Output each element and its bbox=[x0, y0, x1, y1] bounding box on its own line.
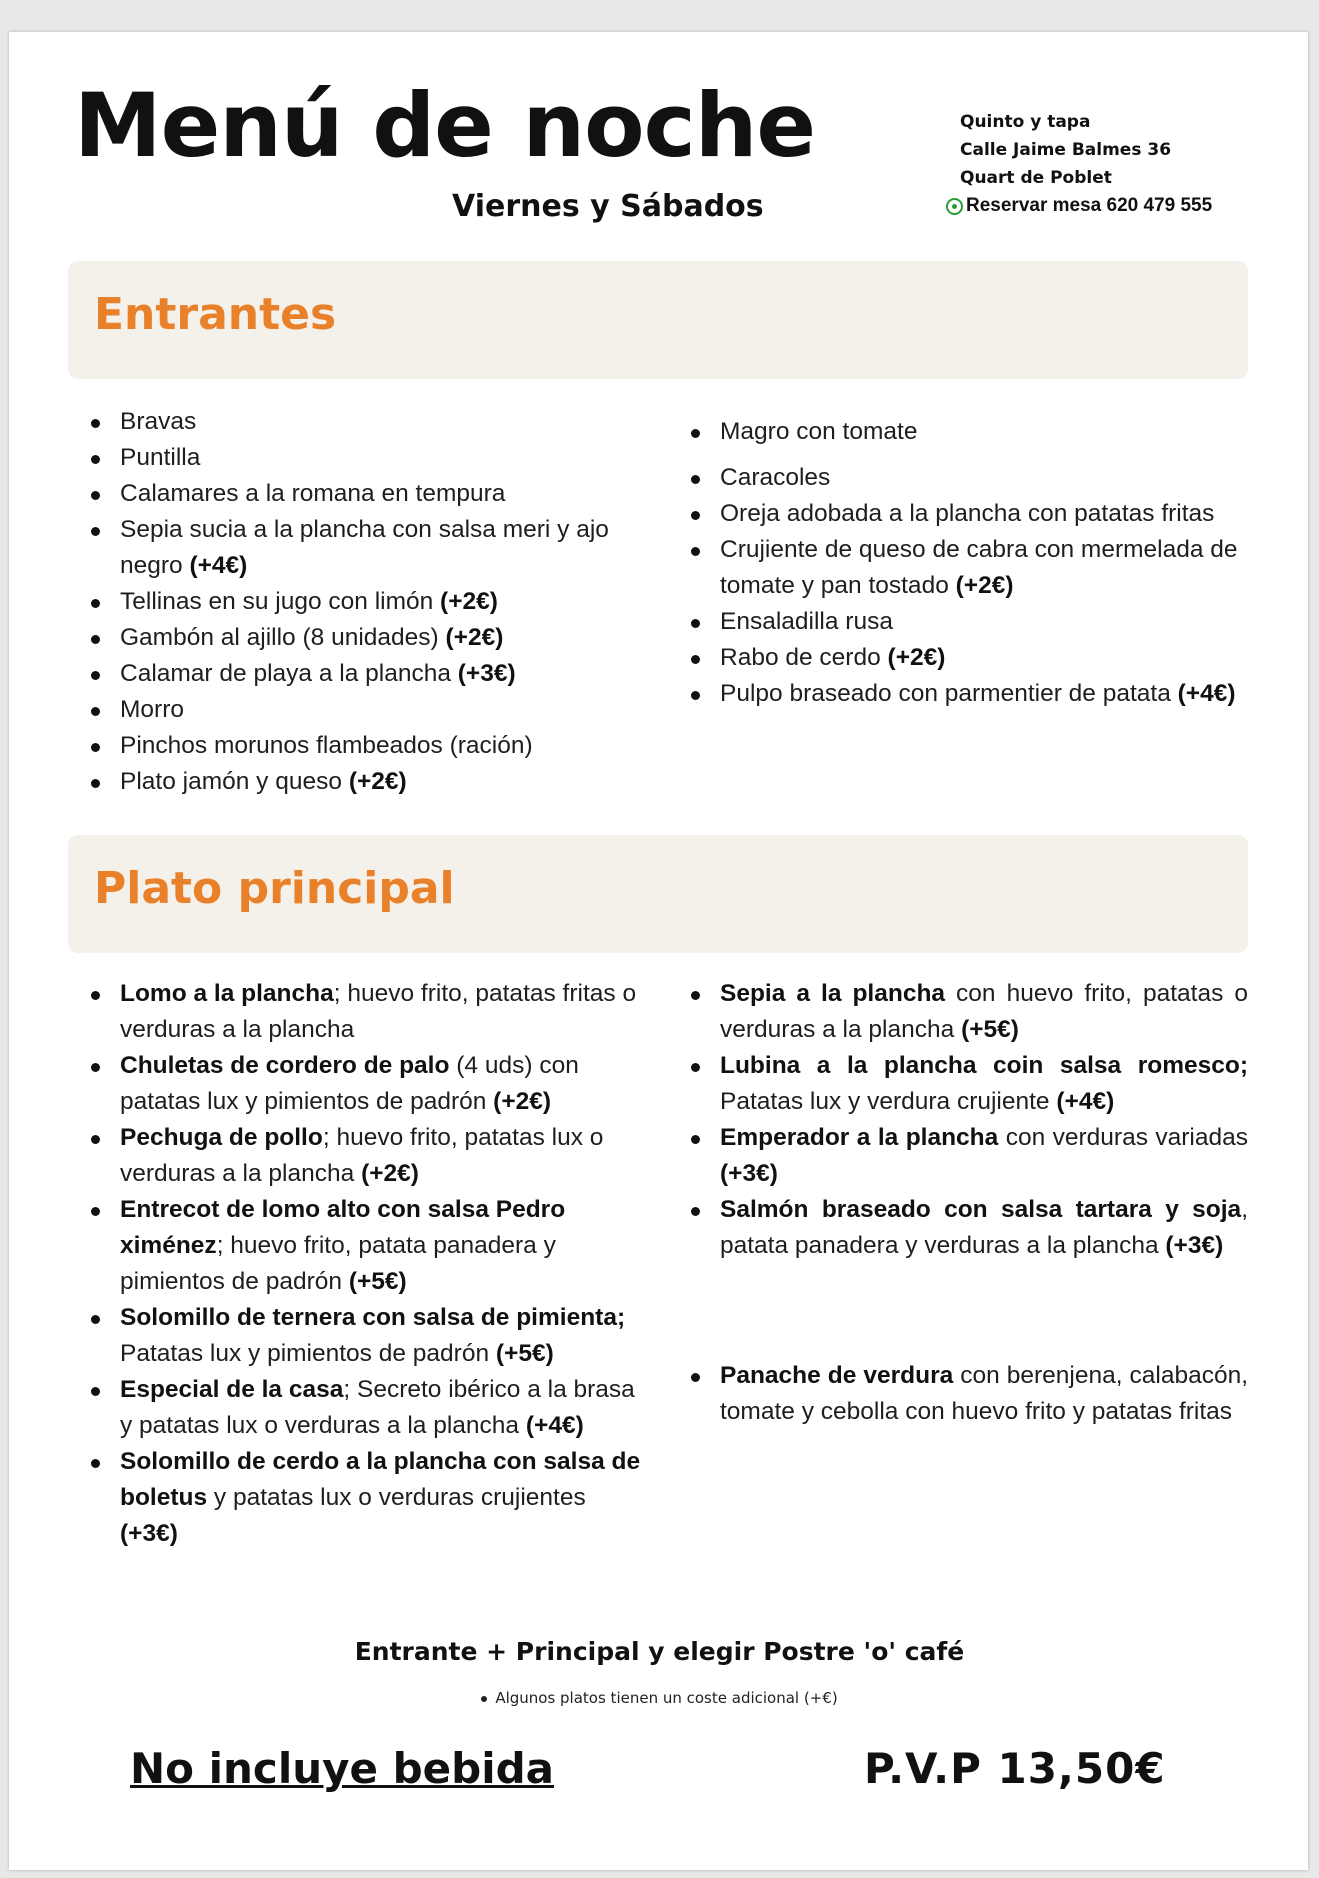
extra-cost-note-text: Algunos platos tienen un coste adicional (+€) bbox=[495, 1689, 838, 1707]
principal-list-left bbox=[68, 976, 648, 1552]
entrantes-list-right bbox=[668, 414, 1248, 712]
entrante-item bbox=[668, 460, 1248, 496]
entrante-item bbox=[68, 764, 658, 800]
dish-name: Gambón al ajillo (8 unidades) bbox=[120, 624, 446, 651]
principal-item bbox=[668, 1358, 1248, 1430]
dish-name: Rabo de cerdo bbox=[720, 644, 888, 671]
dish-name: Magro con tomate bbox=[720, 418, 918, 445]
dish-description: con verduras variadas bbox=[998, 1124, 1248, 1151]
principal-item bbox=[68, 1444, 648, 1552]
principal-list-right bbox=[668, 976, 1248, 1430]
dish-surcharge: (+5€) bbox=[348, 1268, 407, 1295]
dish-surcharge: (+4€) bbox=[525, 1412, 584, 1439]
dish-name: Solomillo de ternera con salsa de pimienta; bbox=[120, 1304, 626, 1331]
entrante-item bbox=[68, 620, 658, 656]
dish-name: Ensaladilla rusa bbox=[720, 608, 893, 635]
dish-surcharge: (+3€) bbox=[720, 1160, 778, 1187]
section-header-entrantes bbox=[68, 261, 1248, 379]
dish-description: Patatas lux y verdura crujiente bbox=[720, 1088, 1057, 1115]
dish-name: Morro bbox=[120, 696, 184, 723]
dish-surcharge: (+3€) bbox=[1165, 1232, 1224, 1259]
entrante-item bbox=[68, 692, 658, 728]
entrante-item bbox=[68, 584, 658, 620]
dish-name: Puntilla bbox=[120, 444, 201, 471]
dish-description: ; huevo frito, patatas lux o verduras a la plancha bbox=[120, 1124, 604, 1187]
menu-price: P.V.P 13,50€ bbox=[864, 1744, 1166, 1793]
dish-description: ; Secreto ibérico a la brasa y patatas lux o verduras a la plancha bbox=[120, 1376, 635, 1439]
principal-item bbox=[68, 1048, 648, 1120]
entrante-item bbox=[68, 404, 658, 440]
entrante-item bbox=[668, 532, 1248, 604]
dish-description: y patatas lux o verduras crujientes bbox=[207, 1484, 586, 1511]
dish-name: Pechuga de pollo bbox=[120, 1124, 323, 1151]
dish-name: Oreja adobada a la plancha con patatas fritas bbox=[720, 500, 1215, 527]
dish-description: con berenjena, calabacón, tomate y cebolla con huevo frito y patatas fritas bbox=[720, 1362, 1249, 1425]
entrante-item bbox=[668, 640, 1248, 676]
entrante-item bbox=[668, 676, 1248, 712]
entrante-item bbox=[668, 414, 1248, 450]
contact-block bbox=[960, 108, 1260, 220]
dish-name: Chuletas de cordero de palo bbox=[120, 1052, 450, 1079]
dish-surcharge: (+4€) bbox=[1056, 1088, 1115, 1115]
dish-description: (4 uds) con patatas lux y pimientos de padrón bbox=[120, 1052, 579, 1115]
extra-cost-note bbox=[0, 1689, 1319, 1707]
dish-surcharge: (+2€) bbox=[493, 1088, 552, 1115]
dish-name: Calamar de playa a la plancha bbox=[120, 660, 458, 687]
section-header-principal bbox=[68, 835, 1248, 953]
dish-name: Pulpo braseado con parmentier de patata bbox=[720, 680, 1178, 707]
dish-description: , patata panadera y verduras a la plancha bbox=[720, 1196, 1248, 1259]
entrante-item bbox=[68, 656, 658, 692]
principal-item bbox=[668, 1048, 1248, 1120]
restaurant-city: Quart de Poblet bbox=[960, 168, 1112, 188]
entrante-item bbox=[68, 512, 658, 584]
dish-surcharge: (+2€) bbox=[887, 644, 946, 671]
dish-name: Especial de la casa bbox=[120, 1376, 344, 1403]
dish-description: ; huevo frito, patatas fritas o verduras a la plancha bbox=[120, 980, 637, 1043]
menu-subtitle: Viernes y Sábados bbox=[452, 189, 764, 224]
menu-combo-text: Entrante + Principal y elegir Postre 'o' café bbox=[354, 1637, 965, 1666]
dish-surcharge: (+2€) bbox=[440, 588, 498, 615]
entrante-item bbox=[68, 440, 658, 476]
principal-item bbox=[668, 1120, 1248, 1192]
principal-item bbox=[68, 1120, 648, 1192]
dish-surcharge: (+2€) bbox=[361, 1160, 419, 1187]
dish-name: Entrecot de lomo alto con salsa Pedro ximénez bbox=[120, 1196, 566, 1259]
principal-item bbox=[68, 976, 648, 1048]
principal-item bbox=[668, 976, 1248, 1048]
dish-surcharge: (+3€) bbox=[457, 660, 516, 687]
entrante-item bbox=[668, 496, 1248, 532]
dish-name: Emperador a la plancha bbox=[720, 1124, 999, 1151]
dish-surcharge: (+4€) bbox=[1177, 680, 1236, 707]
dish-name: Solomillo de cerdo a la plancha con salsa de boletus bbox=[120, 1448, 641, 1511]
principal-item bbox=[668, 1192, 1248, 1264]
no-drink-notice: No incluye bebida bbox=[130, 1744, 555, 1793]
dish-name: Crujiente de queso de cabra con mermelada de tomate y pan tostado bbox=[720, 536, 1238, 599]
restaurant-name: Quinto y tapa bbox=[960, 112, 1091, 132]
dish-name: Lubina a la plancha coin salsa romesco; bbox=[720, 1052, 1248, 1079]
dish-name: Tellinas en su jugo con limón bbox=[120, 588, 441, 615]
dish-surcharge: (+5€) bbox=[495, 1340, 554, 1367]
dish-name: Caracoles bbox=[720, 464, 831, 491]
dish-description: ; huevo frito, patata panadera y pimientos de padrón bbox=[120, 1232, 556, 1295]
entrante-item bbox=[68, 476, 658, 512]
section-title-entrantes: Entrantes bbox=[94, 289, 337, 340]
entrante-item bbox=[68, 728, 658, 764]
principal-item bbox=[68, 1372, 648, 1444]
dish-name: Plato jamón y queso bbox=[120, 768, 349, 795]
dish-name: Pinchos morunos flambeados (ración) bbox=[120, 732, 533, 759]
dish-surcharge: (+5€) bbox=[961, 1016, 1019, 1043]
dish-surcharge: (+2€) bbox=[445, 624, 504, 651]
entrante-item bbox=[668, 604, 1248, 640]
menu-title: Menú de noche bbox=[74, 74, 816, 177]
reservation-phone: Reservar mesa 620 479 555 bbox=[966, 195, 1213, 216]
dish-name: Lomo a la plancha bbox=[120, 980, 334, 1007]
restaurant-street: Calle Jaime Balmes 36 bbox=[960, 140, 1172, 160]
bullet-icon bbox=[481, 1696, 487, 1702]
dish-name: Sepia a la plancha bbox=[720, 980, 946, 1007]
section-title-principal: Plato principal bbox=[94, 863, 455, 914]
whatsapp-icon bbox=[946, 198, 963, 215]
dish-surcharge: (+3€) bbox=[120, 1520, 178, 1547]
dish-description: Patatas lux y pimientos de padrón bbox=[120, 1340, 496, 1367]
reservation-line bbox=[946, 192, 1260, 220]
principal-item bbox=[68, 1300, 648, 1372]
dish-name: Sepia sucia a la plancha con salsa meri y ajo negro bbox=[120, 516, 609, 579]
entrantes-list-left bbox=[68, 404, 658, 800]
dish-name: Salmón braseado con salsa tartara y soja bbox=[720, 1196, 1242, 1223]
dish-surcharge: (+2€) bbox=[348, 768, 407, 795]
principal-item bbox=[68, 1192, 648, 1300]
dish-description: con huevo frito, patatas o verduras a la plancha bbox=[720, 980, 1248, 1043]
dish-name: Calamares a la romana en tempura bbox=[120, 480, 506, 507]
dish-name: Bravas bbox=[120, 408, 197, 435]
dish-surcharge: (+4€) bbox=[189, 552, 248, 579]
dish-surcharge: (+2€) bbox=[955, 572, 1014, 599]
dish-name: Panache de verdura bbox=[720, 1362, 954, 1389]
